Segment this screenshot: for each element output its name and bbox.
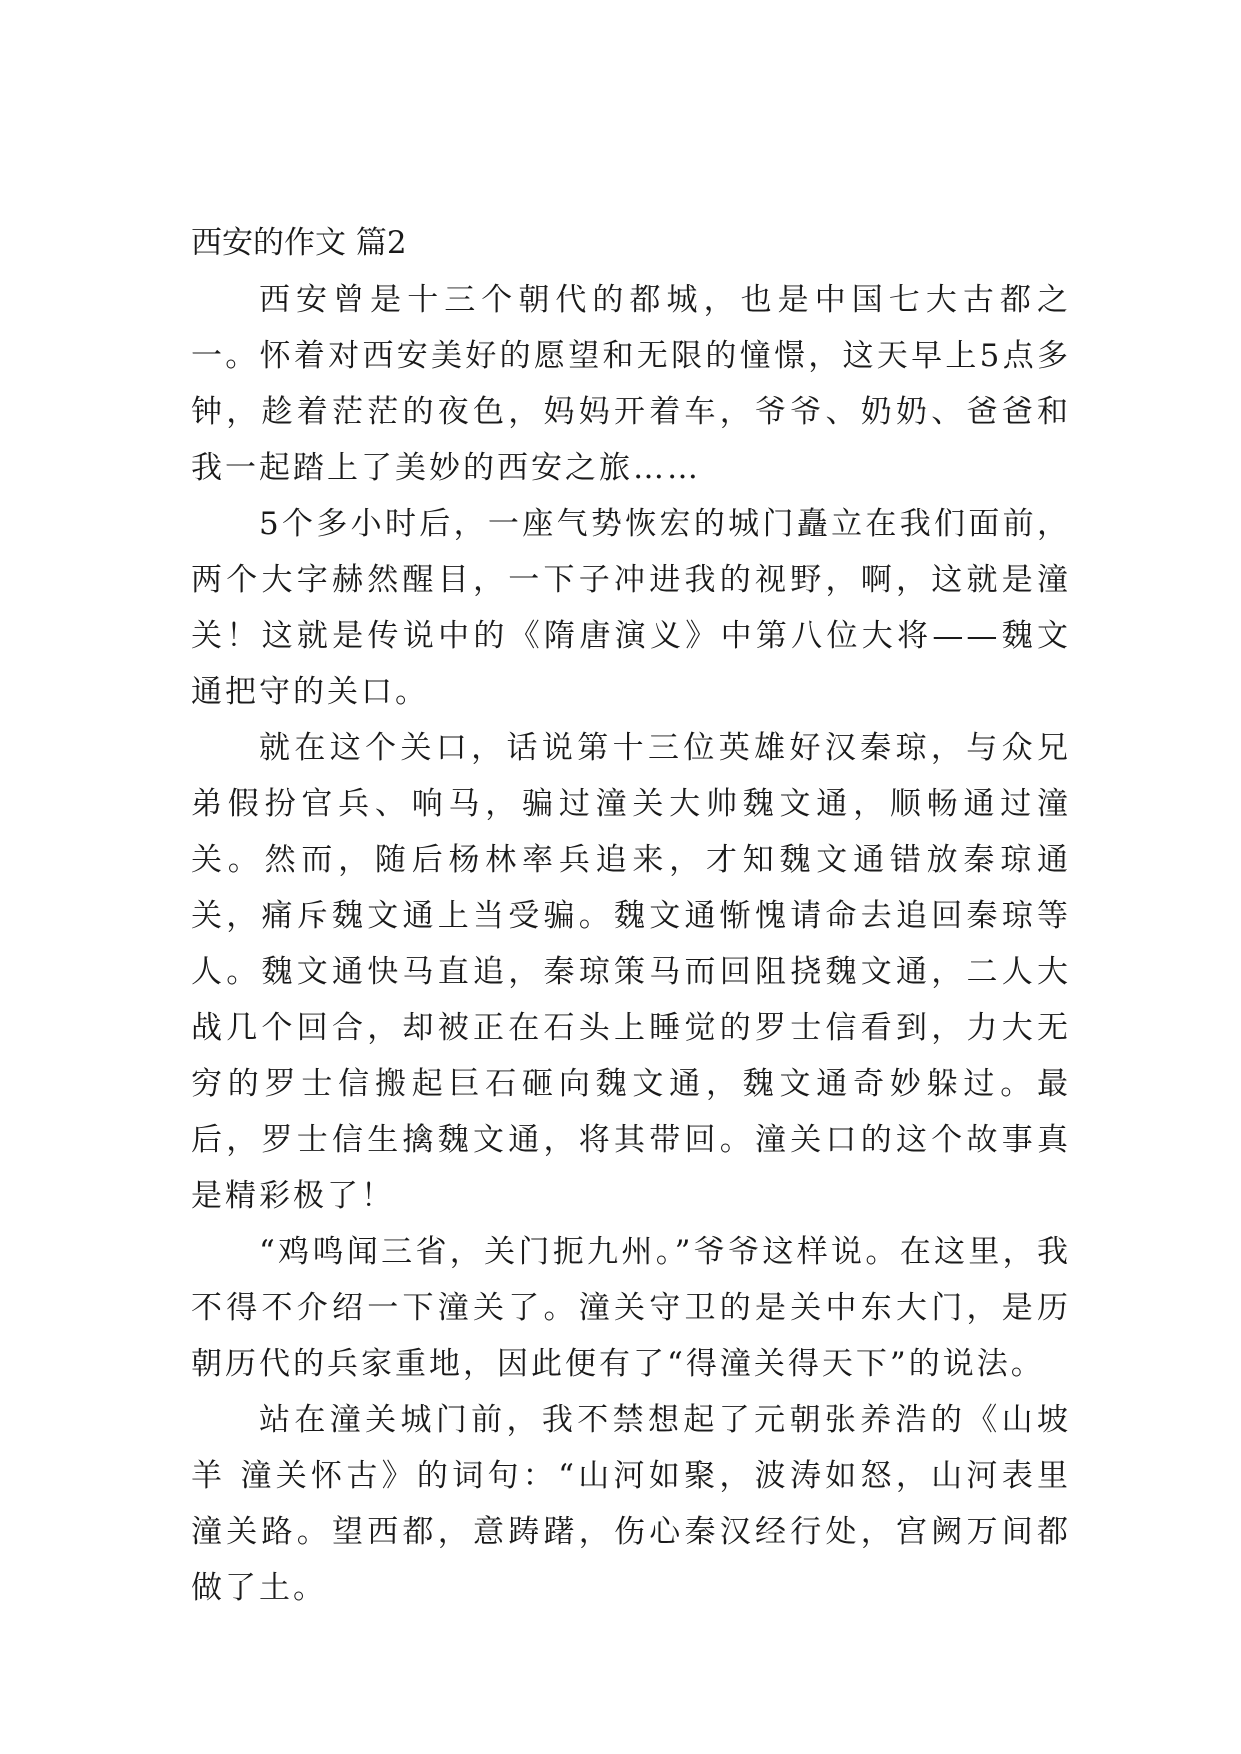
paragraph-5: 站在潼关城门前，我不禁想起了元朝张养浩的《山坡羊 潼关怀古》的词句：“山河如聚，波涛如怒，山河表里潼关路。望西都，意踌躇，伤心秦汉经行处，宫阙万间都做了土。 [191, 1402, 1071, 1606]
document-title: 西安的作文 篇2 [191, 225, 407, 261]
paragraph-1: 西安曾是十三个朝代的都城，也是中国七大古都之一。怀着对西安美好的愿望和无限的憧憬，这天早上5点多钟，趁着茫茫的夜色，妈妈开着车，爷爷、奶奶、爸爸和我一起踏上了美妙的西安之旅…… [191, 282, 1071, 486]
paragraph-4: “鸡鸣闻三省，关门扼九州。”爷爷这样说。在这里，我不得不介绍一下潼关了。潼关守卫的是关中东大门，是历朝历代的兵家重地，因此便有了“得潼关得天下”的说法。 [191, 1234, 1071, 1382]
paragraph-3: 就在这个关口，话说第十三位英雄好汉秦琼，与众兄弟假扮官兵、响马，骗过潼关大帅魏文通，顺畅通过潼关。然而，随后杨林率兵追来，才知魏文通错放秦琼通关，痛斥魏文通上当受骗。魏文通惭愧请命去追回秦琼等人。魏文通快马直追，秦琼策马而回阻挠魏文通，二人大战几个回合，却被正在石头上睡觉的罗士信看到，力大无穷的罗士信搬起巨石砸向魏文通，魏文通奇妙躲过。最后，罗士信生擒魏文通，将其带回。潼关口的这个故事真是精彩极了！ [191, 730, 1071, 1214]
document-body [191, 222, 1071, 1616]
paragraph-2: 5个多小时后，一座气势恢宏的城门矗立在我们面前，两个大字赫然醒目，一下子冲进我的视野，啊，这就是潼关！这就是传说中的《隋唐演义》中第八位大将——魏文通把守的关口。 [191, 506, 1071, 710]
